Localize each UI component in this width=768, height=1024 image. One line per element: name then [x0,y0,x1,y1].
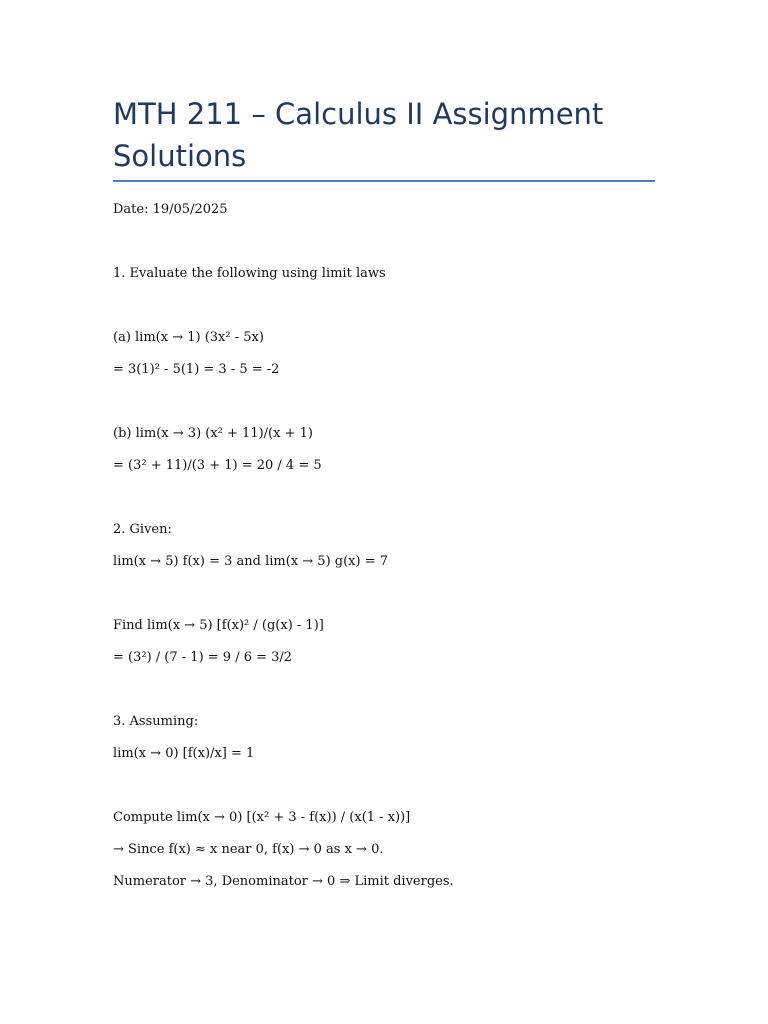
title-divider [113,180,655,182]
q1-heading: 1. Evaluate the following using limit laws [113,266,386,281]
q2-solution: = (3²) / (7 - 1) = 9 / 6 = 3/2 [113,650,293,665]
q2-find: Find lim(x → 5) [f(x)² / (g(x) - 1)] [113,618,324,633]
q1-a-solution: = 3(1)² - 5(1) = 3 - 5 = -2 [113,362,280,377]
date-line: Date: 19/05/2025 [113,202,228,217]
q3-given: lim(x → 0) [f(x)/x] = 1 [113,746,255,761]
document-title: MTH 211 – Calculus II Assignment Solutions [113,97,604,173]
q3-compute: Compute lim(x → 0) [(x² + 3 - f(x)) / (x(1 - x))] [113,810,411,825]
q3-step: → Since f(x) ≈ x near 0, f(x) → 0 as x → 0. [113,842,384,857]
q3-conclusion: Numerator → 3, Denominator → 0 ⇒ Limit diverges. [113,874,454,889]
q1-a-problem: (a) lim(x → 1) (3x² - 5x) [113,330,264,345]
q1-b-solution: = (3² + 11)/(3 + 1) = 20 / 4 = 5 [113,458,322,473]
q2-heading: 2. Given: [113,522,172,537]
q1-b-problem: (b) lim(x → 3) (x² + 11)/(x + 1) [113,426,313,441]
q2-given: lim(x → 5) f(x) = 3 and lim(x → 5) g(x) = 7 [113,554,389,569]
q3-heading: 3. Assuming: [113,714,199,729]
